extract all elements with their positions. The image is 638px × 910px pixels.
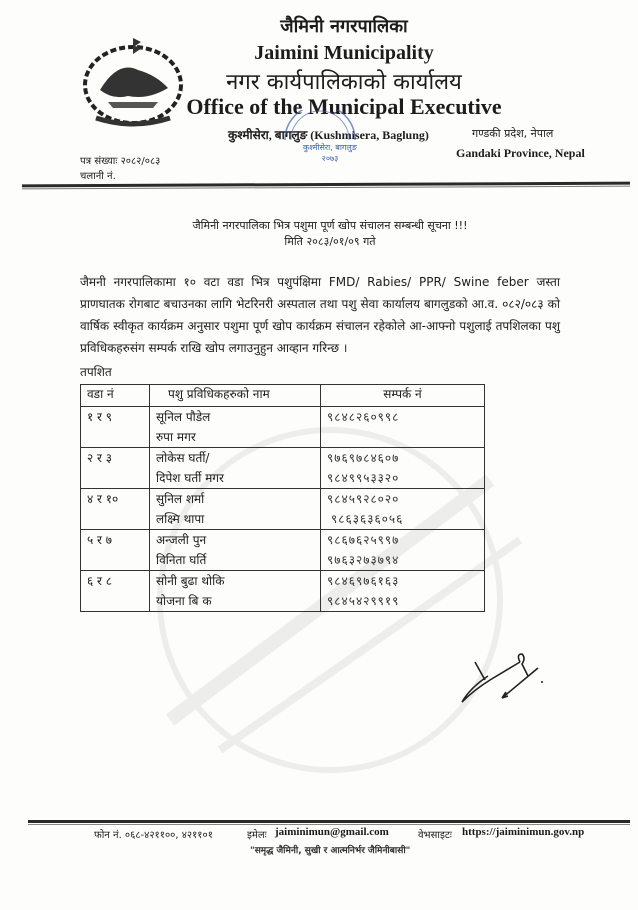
technician-name: योजना बि क xyxy=(156,594,212,608)
table-row xyxy=(81,571,485,612)
contact-number: ९८४६९७६१६३ xyxy=(327,574,400,588)
province-english: Gandaki Province, Nepal xyxy=(456,146,585,160)
ward-cell: ५ र ७ xyxy=(87,533,113,547)
ward-cell: १ र ९ xyxy=(87,410,113,424)
footer-divider xyxy=(28,820,630,823)
stamp-text: कुश्मीसेरा, बागलुङ २०७३ xyxy=(303,143,357,163)
footer-website-label: वेभसाइटः xyxy=(418,830,452,841)
header-technician-name: पशु प्रविधिकहरुको नाम xyxy=(150,385,321,407)
footer-website-link[interactable]: https://jaiminimun.gov.np xyxy=(462,826,585,838)
contact-number: ९८४५४२९९१९ xyxy=(327,594,400,608)
contact-number: ९८४८२६०९९८ xyxy=(327,410,400,424)
technician-name: लोकेस घर्ती/ xyxy=(156,451,210,465)
contact-number: ९८६३६३६०५६ xyxy=(331,512,404,526)
dispatch-number: चलानी नं. xyxy=(80,171,116,182)
technician-name: विनिता घर्ति xyxy=(156,553,207,567)
notice-title: जैमिनी नगरपालिका भित्र पशुमा पूर्ण खोप संचालन सम्बन्धी सूचना !!! xyxy=(192,219,468,232)
ward-cell: ६ र ८ xyxy=(87,574,113,588)
technician-contact-table xyxy=(80,384,485,612)
office-address: कुश्मीसेरा, बागलुङ (Kushmisera, Baglung) xyxy=(228,128,429,142)
footer-phone: फोन नं. ०६८-४२११००, ४२११०१ xyxy=(94,830,213,841)
table-row xyxy=(81,448,485,489)
office-name-english: Office of the Municipal Executive xyxy=(186,94,502,119)
reference-number: पत्र संख्याः २०८२/०८३ xyxy=(80,156,161,167)
technician-name: अन्जली पुन xyxy=(156,533,207,547)
table-row xyxy=(81,489,485,530)
technician-name: सुनिल शर्मा xyxy=(156,492,205,506)
province-nepali: गण्डकी प्रदेश, नेपाल xyxy=(472,127,554,140)
contact-number: ९७६३२७३७९४ xyxy=(327,553,400,567)
municipality-name-nepali: जैमिनी नगरपालिका xyxy=(280,16,408,37)
ward-cell: ४ र १० xyxy=(87,492,119,506)
technician-name: सोनी बुढा थोकि xyxy=(156,574,225,588)
technician-name: रुपा मगर xyxy=(156,430,196,444)
header-contact-number: सम्पर्क नं xyxy=(321,385,485,407)
municipality-name-english: Jaimini Municipality xyxy=(254,42,434,64)
ward-cell: २ र ३ xyxy=(87,451,113,465)
footer-email-link[interactable]: jaiminimun@gmail.com xyxy=(275,826,389,838)
contact-number: ९८४५९२८०२० xyxy=(327,492,400,506)
contact-number: ९७६९७८४६०७ xyxy=(327,451,400,465)
footer-slogan: "समृद्ध जैमिनी, सुखी र आत्मनिर्भर जैमिनीबासी" xyxy=(250,846,411,856)
signature xyxy=(450,650,560,710)
schedule-label: तपशित xyxy=(80,365,112,379)
contact-number xyxy=(327,427,478,447)
footer-divider-thin xyxy=(28,824,630,825)
header-ward: वडा नं xyxy=(81,385,150,407)
notice-body: जैमनी नगरपालिकामा १० वटा वडा भित्र पशुपंक्षिमा FMD/ Rabies/ PPR/ Swine feber जस्ता प्राणघातक रोगबाट बचाउनका लागि भेटरिनरी अस्पताल तथा पशु सेवा कार्यालय बागलुडको आ.व. ०८२/०८३ को वार्षिक स्वीकृत कार्यक्रम अनुसार पशुमा पूर्ण खोप कार्यक्रम संचालन रहेकोले आ-आफ्नो पशुलाई तपशिलका पशु प्रविधिकहरुसंग सम्पर्क राखि खोप लगाउनुहुन आव्हान गरिन्छ । xyxy=(80,275,560,355)
notice-date: मिति २०८३/०१/०९ गते xyxy=(284,235,376,248)
footer-email-label: इमेलः xyxy=(247,830,267,841)
table-row xyxy=(81,407,485,448)
table-header-row xyxy=(81,385,485,407)
technician-name: सूनिल पौडेल xyxy=(156,410,211,424)
table-row xyxy=(81,530,485,571)
office-name-nepali: नगर कार्यपालिकाको कार्यालय xyxy=(226,70,462,95)
contact-number: ९८४९९५३३२० xyxy=(327,471,400,485)
technician-name: लक्ष्मि थापा xyxy=(156,512,205,526)
contact-number: ९८६७६२५९९७ xyxy=(327,533,400,547)
technician-name: दिपेश घर्ती मगर xyxy=(156,471,224,485)
